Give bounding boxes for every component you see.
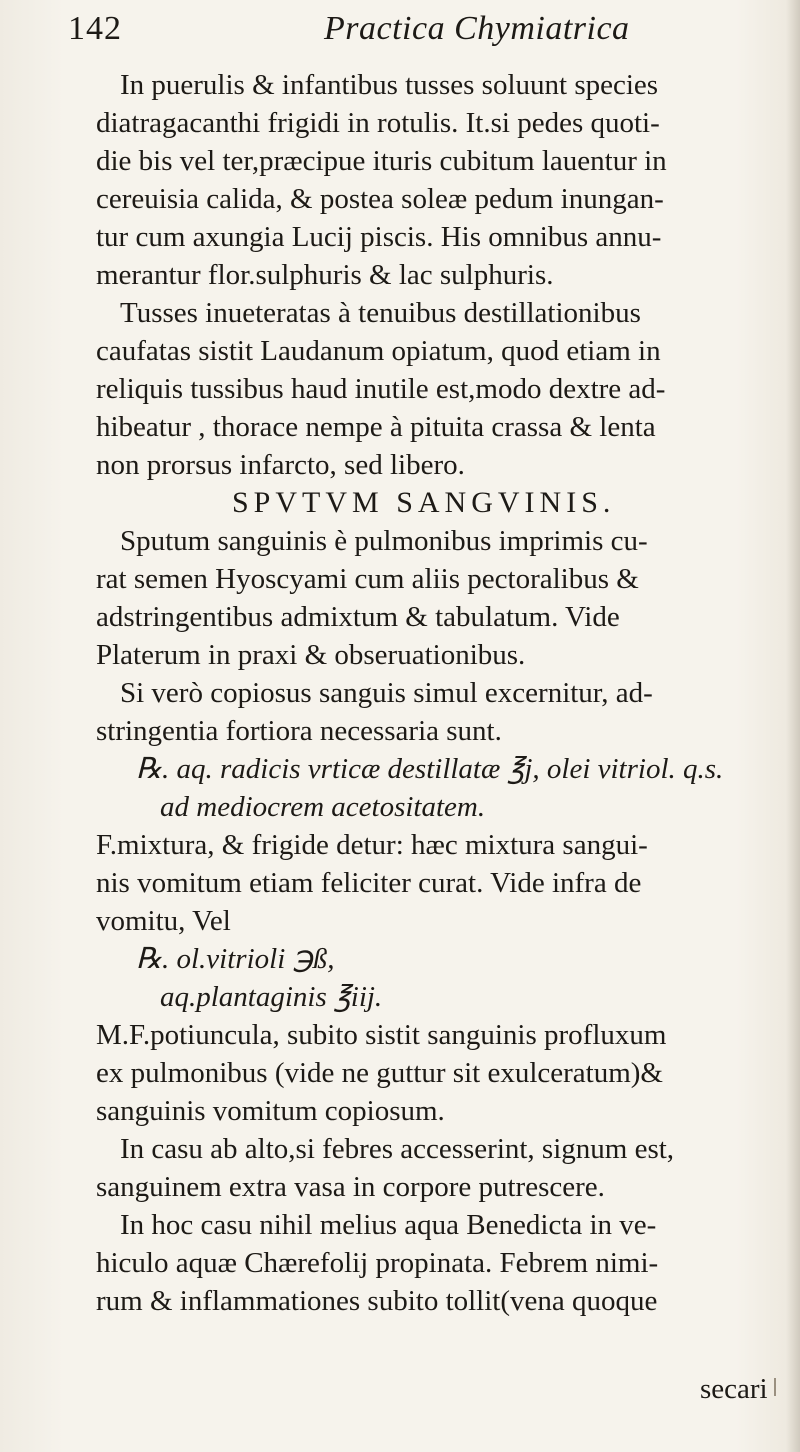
text-line: die bis vel ter,præcipue ituris cubitum lauentur in bbox=[96, 145, 667, 177]
text-line: sanguinis vomitum copiosum. bbox=[96, 1095, 445, 1127]
text-line: tur cum axungia Lucij piscis. His omnibus annu- bbox=[96, 221, 662, 253]
text-line: adstringentibus admixtum & tabulatum. Vide bbox=[96, 601, 620, 633]
text-line: cereuisia calida, & postea soleæ pedum inungan- bbox=[96, 183, 664, 215]
text-line: sanguinem extra vasa in corpore putrescere. bbox=[96, 1171, 605, 1203]
margin-mark bbox=[774, 1378, 776, 1396]
text-line: M.F.potiuncula, subito sistit sanguinis profluxum bbox=[96, 1019, 667, 1051]
text-line: Platerum in praxi & obseruationibus. bbox=[96, 639, 526, 671]
text-line: rum & inflammationes subito tollit(vena quoque bbox=[96, 1285, 658, 1317]
text-line: caufatas sistit Laudanum opiatum, quod etiam in bbox=[96, 335, 661, 367]
page-header bbox=[68, 10, 748, 62]
text-line: merantur flor.sulphuris & lac sulphuris. bbox=[96, 259, 554, 291]
recipe-line: ℞. aq. radicis vrticæ destillatæ ℥j, olei vitriol. q.s. bbox=[136, 753, 724, 785]
text-line: vomitu, Vel bbox=[96, 905, 231, 937]
section-heading: SPVTVM SANGVINIS. bbox=[232, 486, 616, 519]
text-line: In casu ab alto,si febres accesserint, signum est, bbox=[120, 1133, 675, 1165]
text-line: diatragacanthi frigidi in rotulis. It.si pedes quoti- bbox=[96, 107, 660, 139]
page-edge-shadow bbox=[786, 0, 800, 1452]
text-line: reliquis tussibus haud inutile est,modo dextre ad- bbox=[96, 373, 666, 405]
text-line: ex pulmonibus (vide ne guttur sit exulceratum)& bbox=[96, 1057, 663, 1089]
text-line: In hoc casu nihil melius aqua Benedicta in ve- bbox=[120, 1209, 657, 1241]
text-line: hiculo aquæ Chærefolij propinata. Febrem nimi- bbox=[96, 1247, 659, 1279]
text-line: Si verò copiosus sanguis simul excernitur, ad- bbox=[120, 677, 653, 709]
text-line: rat semen Hyoscyami cum aliis pectoralibus & bbox=[96, 563, 639, 595]
recipe-line: ad mediocrem acetositatem. bbox=[160, 791, 486, 823]
text-line: hibeatur , thorace nempe à pituita crassa & lenta bbox=[96, 411, 656, 443]
text-line: Tusses inueteratas à tenuibus destillationibus bbox=[120, 297, 641, 329]
text-line: F.mixtura, & frigide detur: hæc mixtura sangui- bbox=[96, 829, 648, 861]
text-line: non prorsus infarcto, sed libero. bbox=[96, 449, 465, 481]
text-line: nis vomitum etiam feliciter curat. Vide infra de bbox=[96, 867, 642, 899]
catchword: secari bbox=[700, 1373, 768, 1405]
running-title: Practica Chymiatrica bbox=[324, 10, 630, 47]
recipe-line: ℞. ol.vitrioli ℈ß, bbox=[136, 943, 335, 975]
recipe-line: aq.plantaginis ℥iij. bbox=[160, 981, 383, 1013]
text-line: Sputum sanguinis è pulmonibus imprimis cu- bbox=[120, 525, 648, 557]
text-line: In puerulis & infantibus tusses soluunt species bbox=[120, 69, 659, 101]
text-line: stringentia fortiora necessaria sunt. bbox=[96, 715, 502, 747]
page-number: 142 bbox=[68, 10, 122, 47]
